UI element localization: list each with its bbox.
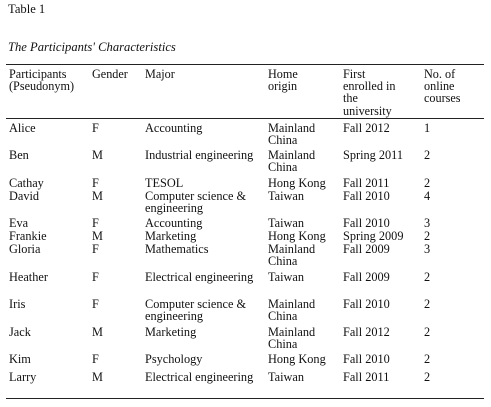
cell-home-origin: Mainland China [268,121,316,148]
cell-first-enrolled: Fall 2010 [343,189,390,203]
table-row [0,149,491,179]
cell-gender: F [92,216,99,230]
cell-first-enrolled: Fall 2011 [343,176,390,190]
cell-home-origin: Hong Kong [268,352,326,366]
cell-home-origin: Hong Kong [268,229,326,243]
table-row [0,190,491,220]
cell-gender: M [92,370,103,384]
header-home-origin: Home origin [268,67,298,94]
cell-home-origin: Taiwan [268,370,305,384]
cell-gender: M [92,325,103,339]
cell-major: Accounting [145,121,203,135]
cell-home-origin: Hong Kong [268,176,326,190]
cell-participant: Ben [9,148,29,162]
cell-gender: F [92,270,99,284]
header-first-enrolled: First enrolled in the university [343,67,396,118]
cell-home-origin: Mainland China [268,325,316,352]
cell-participant: Iris [9,297,26,311]
cell-participant: Cathay [9,176,44,190]
cell-participant: Kim [9,352,31,366]
cell-online-courses: 2 [424,229,431,243]
cell-online-courses: 2 [424,148,431,162]
table-row [0,371,491,401]
cell-home-origin: Mainland China [268,148,316,175]
cell-online-courses: 2 [424,270,431,284]
cell-online-courses: 4 [424,189,431,203]
cell-gender: M [92,229,103,243]
header-participants: Participants (Pseudonym) [9,67,74,94]
header-rule [6,118,484,119]
cell-home-origin: Taiwan [268,270,305,284]
header-online-courses: No. of online courses [424,67,461,106]
table-row [0,326,491,356]
cell-participant: Eva [9,216,29,230]
header-gender: Gender [92,67,128,81]
cell-first-enrolled: Fall 2010 [343,216,390,230]
cell-participant: Larry [9,370,37,384]
cell-major: Computer science & engineering [145,297,247,324]
cell-major: Accounting [145,216,203,230]
cell-major: Industrial engineering [145,148,254,162]
cell-gender: F [92,242,99,256]
cell-major: Psychology [145,352,203,366]
cell-gender: F [92,176,99,190]
cell-major: Electrical engineering [145,370,254,384]
cell-participant: Gloria [9,242,41,256]
bottom-rule [6,398,484,399]
cell-online-courses: 3 [424,242,431,256]
cell-first-enrolled: Spring 2011 [343,148,404,162]
cell-online-courses: 2 [424,370,431,384]
cell-online-courses: 2 [424,325,431,339]
cell-participant: Frankie [9,229,47,243]
table-row [0,298,491,328]
cell-major: TESOL [145,176,184,190]
cell-first-enrolled: Fall 2012 [343,121,390,135]
cell-participant: Jack [9,325,31,339]
cell-online-courses: 1 [424,121,431,135]
cell-online-courses: 2 [424,297,431,311]
cell-major: Marketing [145,325,197,339]
top-rule [6,64,484,65]
table-number: Table 1 [8,2,46,16]
cell-gender: F [92,297,99,311]
header-major: Major [145,67,175,81]
cell-first-enrolled: Fall 2010 [343,352,390,366]
cell-participant: Alice [9,121,36,135]
cell-online-courses: 3 [424,216,431,230]
cell-home-origin: Taiwan [268,189,305,203]
cell-participant: David [9,189,40,203]
cell-gender: M [92,189,103,203]
table-row [0,243,491,273]
cell-major: Electrical engineering [145,270,254,284]
cell-home-origin: Taiwan [268,216,305,230]
cell-home-origin: Mainland China [268,242,316,269]
table-title: The Participants' Characteristics [8,40,176,54]
cell-online-courses: 2 [424,176,431,190]
cell-major: Computer science & engineering [145,189,247,216]
cell-gender: F [92,121,99,135]
cell-first-enrolled: Fall 2012 [343,325,390,339]
cell-gender: F [92,352,99,366]
cell-participant: Heather [9,270,48,284]
cell-first-enrolled: Fall 2009 [343,270,390,284]
cell-first-enrolled: Spring 2009 [343,229,404,243]
cell-major: Mathematics [145,242,209,256]
cell-home-origin: Mainland China [268,297,316,324]
cell-first-enrolled: Fall 2010 [343,297,390,311]
cell-gender: M [92,148,103,162]
cell-first-enrolled: Fall 2011 [343,370,390,384]
cell-first-enrolled: Fall 2009 [343,242,390,256]
cell-major: Marketing [145,229,197,243]
cell-online-courses: 2 [424,352,431,366]
